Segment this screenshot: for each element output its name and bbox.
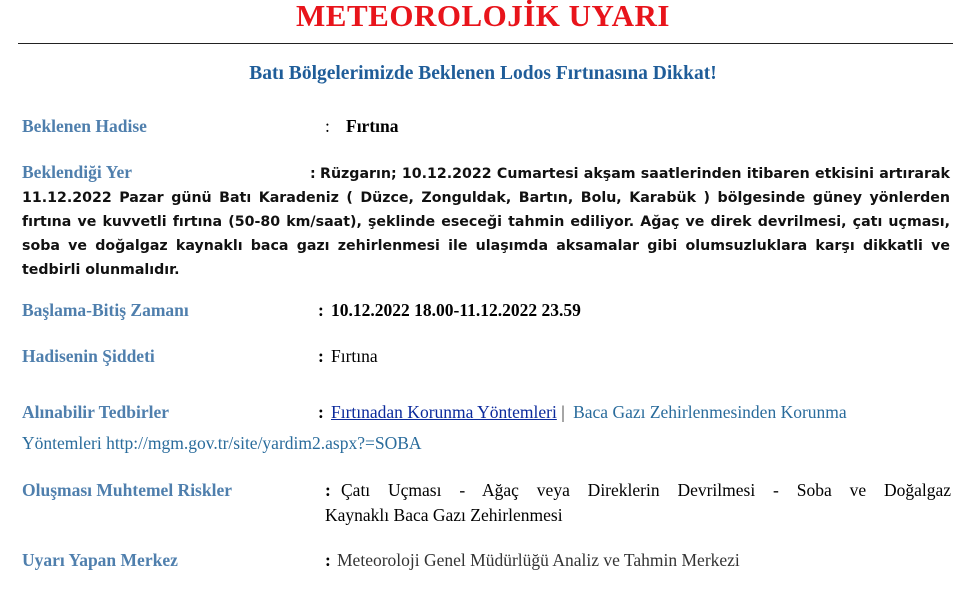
hadise-label: Beklenen Hadise [22, 116, 147, 136]
riskler-line2: Kaynaklı Baca Gazı Zehirlenmesi [325, 505, 563, 525]
tedbir-separator: : [318, 402, 324, 422]
hadise-separator: : [325, 116, 330, 136]
korunma-yontemleri-link[interactable]: Fırtınadan Korunma Yöntemleri [331, 402, 557, 422]
zaman-separator: : [318, 300, 324, 320]
siddet-label: Hadisenin Şiddeti [22, 346, 155, 366]
tedbir-label: Alınabilir Tedbirler [22, 402, 169, 422]
link-divider: | [556, 402, 570, 422]
warning-subtitle: Batı Bölgelerimizde Beklenen Lodos Fırtınasına Dikkat! [249, 63, 717, 84]
yer-separator: : [310, 166, 316, 182]
baca-gazi-text: Baca Gazı Zehirlenmesinden Korunma [573, 402, 847, 422]
yer-paragraph [22, 160, 950, 282]
yer-value: Rüzgarın; 10.12.2022 Cumartesi akşam saatlerinden itibaren etkisini artırarak 11.12.2022 Pazar günü Batı Karadeniz ( Düzce, Zonguldak, Bartın, Bolu, Karabük ) bölgesinde güney yönlerden fırtına ve kuvvetli fırtına (50-80 km/saat), şeklinde eseceği tahmin ediliyor. Ağaç ve direk devrilmesi, çatı uçması, soba ve doğalgaz kaynaklı baca gazı zehirlenmesi ile ulaşımda aksamalar gibi olumsuzluklara karşı dikkatli ve tedbirli olunmalıdır. [22, 166, 950, 278]
merkez-value: Meteoroloji Genel Müdürlüğü Analiz ve Tahmin Merkezi [337, 550, 740, 570]
zaman-label: Başlama-Bitiş Zamanı [22, 300, 189, 320]
zaman-value: 10.12.2022 18.00-11.12.2022 23.59 [331, 300, 581, 320]
riskler-separator: : [325, 480, 331, 500]
siddet-separator: : [318, 346, 324, 366]
page-title: METEOROLOJİK UYARI [296, 0, 670, 33]
yer-label: Beklendiği Yer [22, 162, 133, 182]
riskler-line1: Çatı Uçması - Ağaç veya Direklerin Devrilmesi - Soba ve Doğalgaz [341, 480, 951, 500]
title-divider [18, 43, 953, 44]
siddet-value: Fırtına [331, 346, 378, 366]
hadise-value: Fırtına [346, 116, 399, 136]
baca-gazi-url: Yöntemleri http://mgm.gov.tr/site/yardim2.aspx?=SOBA [22, 433, 422, 453]
riskler-label: Oluşması Muhtemel Riskler [22, 480, 232, 500]
merkez-separator: : [325, 550, 331, 570]
merkez-label: Uyarı Yapan Merkez [22, 550, 178, 570]
